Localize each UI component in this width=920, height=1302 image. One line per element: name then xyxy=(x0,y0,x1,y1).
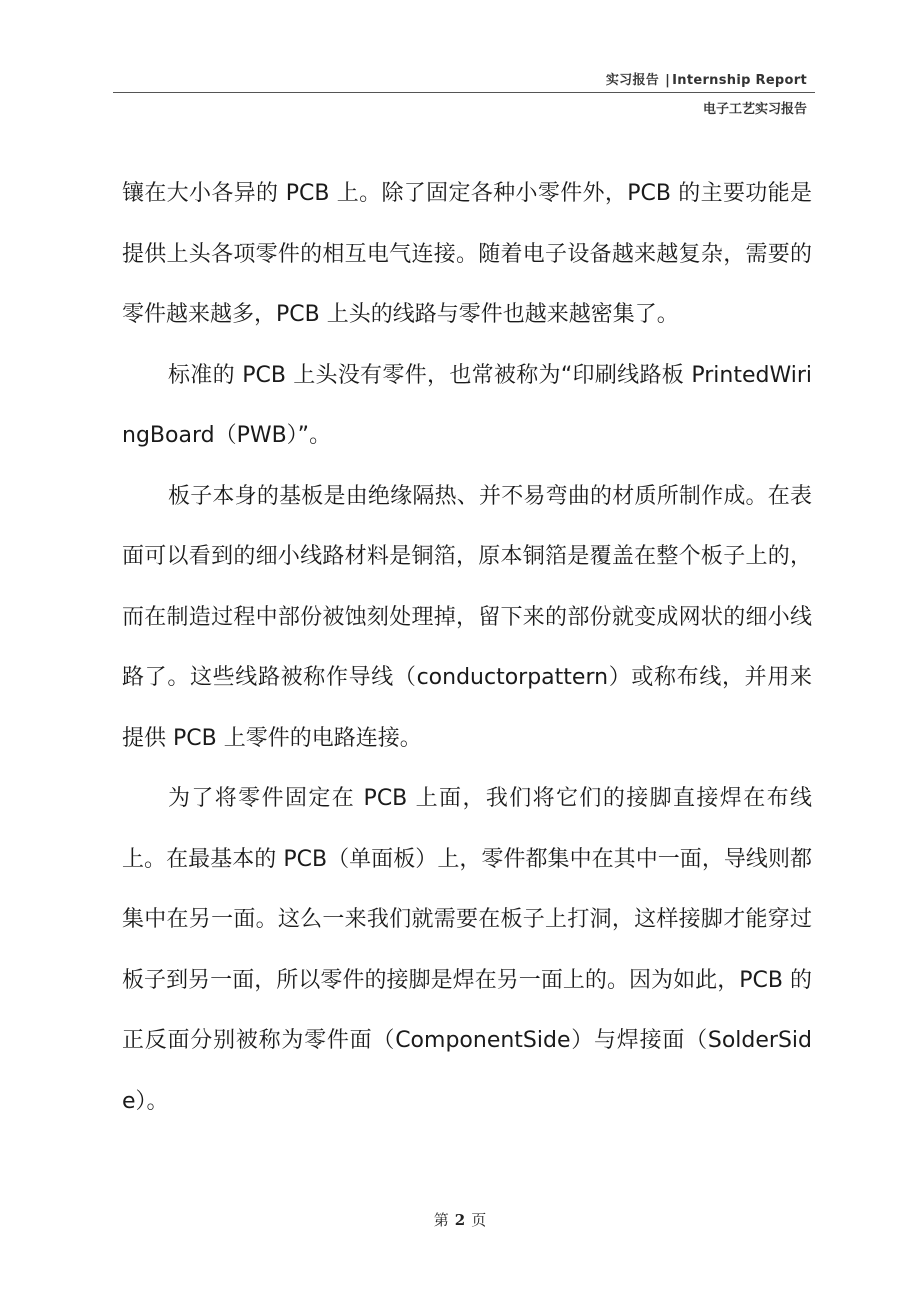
header-separator: | xyxy=(665,73,671,88)
paragraph-substrate: 板子本身的基板是由绝缘隔热、并不易弯曲的材质所制作成。在表面可以看到的细小线路材料是铜箔，原本铜箔是覆盖在整个板子上的，而在制造过程中部份被蚀刻处理掉，留下来的部份就变成网状的细小线路了。这些线路被称作导线（conductorpattern）或称布线，并用来提供 PCB 上零件的电路连接。 xyxy=(122,483,812,751)
paragraph-standard-pcb: 标准的 PCB 上头没有零件，也常被称为“印刷线路板 PrintedWiringBoard（PWB）”。 xyxy=(122,362,812,448)
footer-prefix: 第 xyxy=(433,1211,449,1229)
header-report-en: Internship Report xyxy=(672,73,807,88)
body-text xyxy=(122,164,812,1132)
page-footer xyxy=(0,1209,920,1230)
paragraph-soldering: 为了将零件固定在 PCB 上面，我们将它们的接脚直接焊在布线上。在最基本的 PCB（单面板）上，零件都集中在其中一面，导线则都集中在另一面。这么一来我们就需要在板子上打洞，这样接脚才能穿过板子到另一面，所以零件的接脚是焊在另一面上的。因为如此，PCB 的正反面分别被称为零件面（ComponentSide）与焊接面（SolderSide）。 xyxy=(122,786,812,1114)
running-header xyxy=(606,69,807,88)
header-subtitle: 电子工艺实习报告 xyxy=(702,102,807,117)
header-report-cn: 实习报告 xyxy=(605,73,660,88)
paragraph-continued: 镶在大小各异的 PCB 上。除了固定各种小零件外，PCB 的主要功能是提供上头各项零件的相互电气连接。随着电子设备越来越复杂，需要的零件越来越多，PCB 上头的线路与零件也越来越密集了。 xyxy=(122,181,812,327)
footer-suffix: 页 xyxy=(471,1211,487,1229)
page-number: 2 xyxy=(454,1211,466,1229)
header-divider xyxy=(113,92,815,93)
